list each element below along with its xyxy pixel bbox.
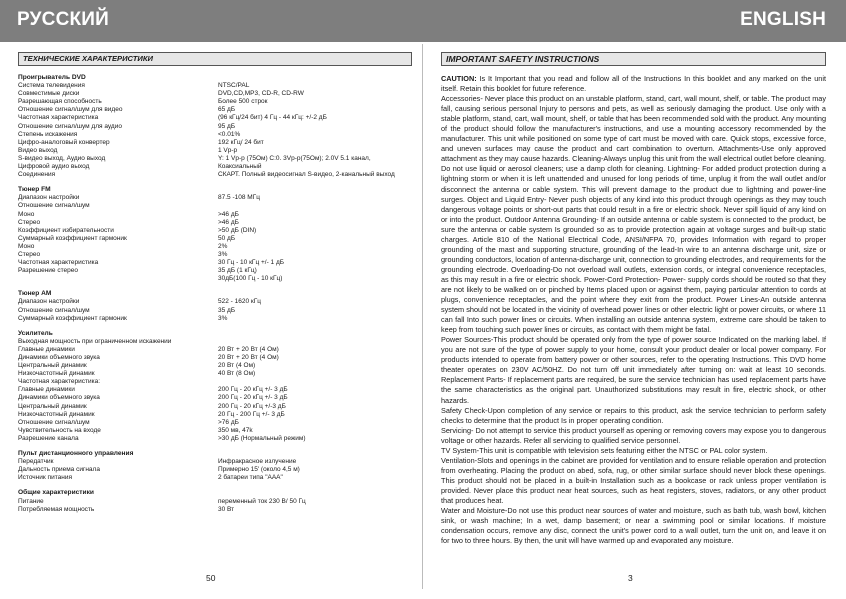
spec-label: Цифровой аудио выход: [18, 163, 90, 171]
spec-row: [18, 275, 412, 283]
spec-row: [18, 362, 412, 370]
spec-row: [18, 227, 412, 235]
spec-value: >30 дБ (Нормальный режим): [218, 434, 306, 442]
language-label-english: ENGLISH: [740, 9, 826, 30]
spec-row: [18, 155, 412, 163]
safety-paragraph: Power Sources-This product should be operated only from the type of power source Indicated on the marking label. If you are not sure of the type of power supply to your home, consult your product dealer or local power company. For products intended to operate from battery power or other sources, refer to the operating Instructions. This DVD home theater operates on 230V AC/50HZ. Do not turn off unit immediately after turning on: wait at least 10 seconds. Replacement Parts- If replacement parts are required, be sure the service technician has used replacement parts have the same characteristics as the original part. Unauthorized substitutions may result in fire, electric shock, or other hazards.: [441, 335, 826, 405]
spec-value: <0.01%: [218, 130, 241, 138]
spec-label: Динамики объемного звука: [18, 394, 100, 402]
spec-row: [18, 346, 412, 354]
spec-row: [18, 506, 412, 514]
spec-value: переменный ток 230 В/ 50 Гц: [218, 497, 306, 505]
spec-value: (96 кГц/24 бит) 4 Гц - 44 кГц: +/-2 дБ: [218, 114, 327, 122]
caution-paragraph: [441, 74, 826, 94]
spec-label: Коэффициент избирательности: [18, 226, 114, 234]
spec-value: [218, 338, 412, 346]
spec-value: 20 Гц - 200 Гц +/- 3 дБ: [218, 410, 285, 418]
spec-value: 35 дБ (1 кГц): [218, 267, 257, 275]
spec-block-title: Общие характеристики: [18, 489, 94, 497]
spec-label: Стерео: [18, 250, 41, 258]
spec-label: Система телевидения: [18, 82, 85, 90]
specifications-heading: ТЕХНИЧЕСКИЕ ХАРАКТЕРИСТИКИ: [18, 52, 412, 66]
spec-label: Отношение сигнал/шум: [18, 202, 90, 210]
spec-label: Разрешение канала: [18, 434, 79, 442]
safety-paragraph: Safety Check-Upon completion of any service or repairs to this product, ask the service technician to perform safety checks to determine that the product Is in proper operating condition.: [441, 405, 826, 425]
page-number-left: 50: [206, 573, 216, 583]
spec-label: Суммарный коэффициент гармоник: [18, 314, 127, 322]
header-bar: [0, 0, 846, 42]
spec-label: Динамики объемного звука: [18, 354, 100, 361]
spec-value: 35 дБ: [218, 306, 236, 314]
spec-value: 30дБ(100 Гц - 10 кГц): [218, 275, 283, 283]
spec-value: Коаксиальный: [218, 163, 262, 171]
spec-value: Y: 1 Vp-p (75Ом) C:0. 3Vp-p(75Ом); 2.0V 5.1 канал,: [218, 154, 371, 162]
spec-label: Частотная характеристика:: [18, 378, 101, 386]
spec-row: [18, 202, 412, 210]
spec-label: Передатчик: [18, 458, 54, 466]
spec-row: [18, 498, 412, 506]
spec-value: 20 Вт + 20 Вт (4 Ом): [218, 354, 279, 361]
spec-value: 3%: [218, 314, 228, 322]
spec-value: [218, 378, 412, 386]
spec-row: [18, 458, 412, 466]
spec-label: Частотная характеристика: [18, 259, 99, 267]
spec-value: DVD,CD,MP3, CD-R, CD-RW: [218, 90, 304, 98]
page-number-right: 3: [628, 573, 633, 583]
spec-row: [18, 427, 412, 435]
spec-row: [18, 403, 412, 411]
spec-row: [18, 243, 412, 251]
spec-value: 522 - 1620 кГц: [218, 298, 261, 306]
spec-value: 2 батареи типа "AAA": [218, 474, 283, 482]
safety-paragraph: Servicing- Do not attempt to service this product yourself as opening or removing covers may expose you to dangerous voltage or other hazards. Refer all servicing to qualified service personnel.: [441, 425, 826, 445]
spec-row: [18, 114, 412, 122]
spec-value: 200 Гц - 20 кГц +/-3 дБ: [218, 402, 286, 410]
spec-label: Суммарный коэффициент гармоник: [18, 234, 127, 242]
spec-row: [18, 419, 412, 427]
spec-label: Диапазон настройки: [18, 194, 80, 202]
spec-row: [18, 307, 412, 315]
caution-label: CAUTION:: [441, 74, 477, 83]
spec-row: [18, 386, 412, 394]
spec-label: Разрешение стерео: [18, 267, 78, 275]
spec-row: [18, 131, 412, 139]
spec-label: Главные динамики: [18, 386, 75, 394]
spec-row: [18, 370, 412, 378]
specifications-list: [18, 74, 412, 514]
spec-label: Потребляемая мощность: [18, 505, 95, 513]
spec-block-title: Тюнер AM: [18, 290, 52, 298]
spec-row: [18, 194, 412, 202]
spec-value: 50 дБ: [218, 234, 236, 242]
spec-label: Стерео: [18, 218, 41, 226]
spec-row: [18, 466, 412, 474]
spec-label: Степень искажения: [18, 130, 78, 138]
spec-row: [18, 354, 412, 362]
spec-label: Отношение сигнал/шум: [18, 306, 90, 314]
spec-value: Примерно 15' (около 4,5 м): [218, 466, 300, 474]
spec-row: [18, 394, 412, 402]
language-label-russian: РУССКИЙ: [17, 9, 109, 30]
spec-value: 200 Гц - 20 кГц +/- 3 дБ: [218, 394, 288, 402]
safety-paragraph: TV System-This unit is compatible with television sets featuring either the NTSC or PAL color system.: [441, 445, 768, 455]
spec-block: [18, 330, 412, 443]
spec-block-title: Проигрыватель DVD: [18, 74, 86, 81]
spec-row: [18, 267, 412, 275]
spec-row: [18, 411, 412, 419]
safety-paragraph: Water and Moisture-Do not use this product near sources of water and moisture, such as bath tub, wash bowl, kitchen sink, or wash machine; In a wet, damp basement; or near a swimming pool or similar locations. If moisture condensation occurs, remove any disc, connect the unit's power cord to a wall outlet, turn the unit on, and leave it on for two to three hours. By then, the unit will have warmed up and evaporated any moisture.: [441, 506, 826, 546]
spec-value: NTSC/PAL: [218, 82, 250, 90]
spec-value: 200 Гц - 20 кГц +/- 3 дБ: [218, 386, 288, 394]
spec-block-title: Тюнер FM: [18, 186, 51, 194]
spec-row: [18, 298, 412, 306]
safety-instructions-text: [441, 74, 826, 546]
spec-label: Дальность приема сигнала: [18, 466, 100, 474]
spec-row: [18, 315, 412, 323]
spec-row: [18, 90, 412, 98]
spec-block: [18, 489, 412, 513]
spec-value: 350 мв, 47k: [218, 426, 253, 434]
spec-block: [18, 186, 412, 283]
spec-value: Инфракрасное излучение: [218, 458, 297, 466]
spec-row: [18, 219, 412, 227]
spec-value: 87.5 -108 МГц: [218, 194, 260, 202]
safety-heading: IMPORTANT SAFETY INSTRUCTIONS: [441, 52, 826, 66]
spec-label: Выходная мощность при ограниченном искажении: [18, 337, 172, 345]
spec-label: Видео выход: [18, 146, 58, 154]
spec-value: >46 дБ: [218, 218, 239, 226]
spec-label: Чувствительность на входе: [18, 426, 101, 434]
safety-column: [441, 52, 826, 546]
spec-row: [18, 235, 412, 243]
spec-label: Питание: [18, 497, 44, 505]
spec-label: Частотная характеристика: [18, 114, 99, 122]
spec-label: Центральный динамик: [18, 362, 87, 370]
spec-row: [18, 123, 412, 131]
spec-value: 65 дБ: [218, 106, 236, 114]
spec-value: 20 Вт (4 Ом): [218, 362, 256, 370]
spec-value: >50 дБ (DIN): [218, 226, 257, 234]
spec-row: [18, 147, 412, 155]
spec-value: 20 Вт + 20 Вт (4 Ом): [218, 345, 279, 353]
spec-value: 30 Гц - 10 кГц +/- 1 дБ: [218, 259, 285, 267]
spec-row: [18, 98, 412, 106]
spec-label: Диапазон настройки: [18, 298, 80, 306]
spec-block: [18, 450, 412, 482]
spec-block: [18, 290, 412, 322]
spec-label: Цифро-аналоговый конвертер: [18, 138, 110, 146]
column-divider: [422, 44, 423, 589]
spec-value: 40 Вт (8 Ом): [218, 370, 256, 378]
spec-value: [218, 202, 412, 210]
caution-text: Is It Important that you read and follow all of the Instructions In this booklet and any marked on the unit itself. Retain this booklet for future reference.: [441, 74, 826, 94]
spec-value: 95 дБ: [218, 122, 236, 130]
spec-block-title: Усилитель: [18, 329, 53, 337]
safety-paragraph: Ventilation-Slots and openings in the cabinet are provided for ventilation and to ensure reliable operation and protection from overheating. Placing the product on abed, sofa, rug, or other similar surface should never block these openings. This product should not be placed in a built-in Installation such as a bookcase or rack unless proper ventilation is provided. Never place this product near heat sources, such as heat registers, stoves, radiators, or any other product that produces heat.: [441, 455, 826, 505]
spec-label: Соединения: [18, 171, 56, 179]
spec-row: [18, 163, 412, 171]
spec-value: 30 Вт: [218, 505, 235, 513]
spec-label: Отношение сигнал/шум для аудио: [18, 122, 122, 130]
spec-row: [18, 259, 412, 267]
spec-row: [18, 106, 412, 114]
spec-label: Отношение сигнал/шум для видео: [18, 106, 123, 114]
spec-value: >76 дБ: [218, 418, 239, 426]
spec-block: [18, 74, 412, 179]
spec-value: 2%: [218, 242, 228, 250]
spec-row: [18, 474, 412, 482]
spec-row: [18, 338, 412, 346]
spec-row: [18, 435, 412, 443]
spec-label: Главные динамики: [18, 345, 75, 353]
spec-label: Низкочастотный динамик: [18, 370, 95, 378]
spec-value: 192 кГц/ 24 бит: [218, 138, 264, 146]
spec-row: [18, 211, 412, 219]
spec-label: Центральный динамик: [18, 402, 87, 410]
spec-label: Моно: [18, 242, 35, 250]
spec-label: Отношение сигнал/шум: [18, 418, 90, 426]
spec-label: [18, 275, 218, 283]
safety-paragraph: Accessories- Never place this product on an unstable platform, stand, cart, wall mount, shelf, or table. The product may fall, causing serious personal Injury to persons and pets, as well as seriously damaging the product. Use only with a stable platform, stand, cart, wall mount, shelf, or table that has been recommended sold with the product. Any mounting of the product should follow the manufacturer's instructions, and use a mounting accessory recommended by the manufacturer. This unit while positioned on some type of cart must be moved with care. Quick stops, excessive force, and uneven surfaces may cause the product and cart combination to overturn. Attachments-Use only approved attachment as they may cause hazards. Cleaning-Always unplug this unit from the wall electrical outlet before cleaning. Do not use liquid or aerosol cleaners; use a damp cloth for cleaning. Lightning- For added product protection during a lightning storm or when it is left unattended and unused for long periods of time, unplug it from the wall outlet and/or disconnect the antenna or cable system. This will prevent damage to the product due to lightning and power-line surges. Object and Liquid Entry- Never push objects of any kind into this product through openings as they may touch dangerous voltage points or short-out parts that could result in a fire or electric shock. Never spill liquid of any kind on or into the product. Outdoor Antenna Grounding- If an outside antenna or cable system is connected to the product, be sure the antenna or cable system Is grounded so as to provide protection again at voltage surges and built-up static charges. Article 810 of the National Electrical Code, ANSI/NFPA 70, provides Information with regard to proper grounding of the mast and supporting structure, grounding of the lead-In wire to an antenna discharge unit, size or grounding conductors, location of antenna-discharge unit, connection to grounding electrodes, and requirements for the grounding electrode. Overloading-Do not overload wall outlets, extension cords, or integral convenience receptacles, as this may result in a fire or electric shock. Power-Cord Protection- Power- supply cords should be routed so that they are not likely to be walked on or pinched by Items placed upon or against them, paying particular attention to cords at plugs, convenience receptacles, and the point where they exit from the product. Power Lines-An outside antenna system should not be located in the vicinity of overhead power lines or other electric light or power circuits, or where 11 can fall Into such power lines or circuits. When installing an outside antenna system, extreme care should be taken to keep from touching such power lines or circuits, as contact with them might be fatal.: [441, 94, 826, 335]
spec-value: 1 Vp-p: [218, 146, 238, 154]
spec-label: Низкочастотный динамик: [18, 410, 95, 418]
spec-label: Источник питания: [18, 474, 72, 482]
specifications-column: [18, 52, 412, 514]
spec-value: 3%: [218, 250, 228, 258]
spec-row: [18, 171, 412, 179]
spec-label: Разрешающая способность: [18, 98, 102, 106]
spec-value: СКАРТ. Полный видеосигнал S-видео, 2-канальный выход: [218, 171, 395, 179]
spec-label: Моно: [18, 210, 35, 218]
spec-value: >46 дБ: [218, 210, 239, 218]
spec-row: [18, 82, 412, 90]
spec-row: [18, 251, 412, 259]
spec-block-title: Пульт дистанционного управления: [18, 450, 134, 458]
spec-row: [18, 139, 412, 147]
spec-value: Более 500 строк: [218, 98, 268, 106]
spec-label: Совместимые диски: [18, 90, 80, 98]
spec-label: S-видео выход, Аудио выход: [18, 154, 106, 162]
spec-row: [18, 378, 412, 386]
